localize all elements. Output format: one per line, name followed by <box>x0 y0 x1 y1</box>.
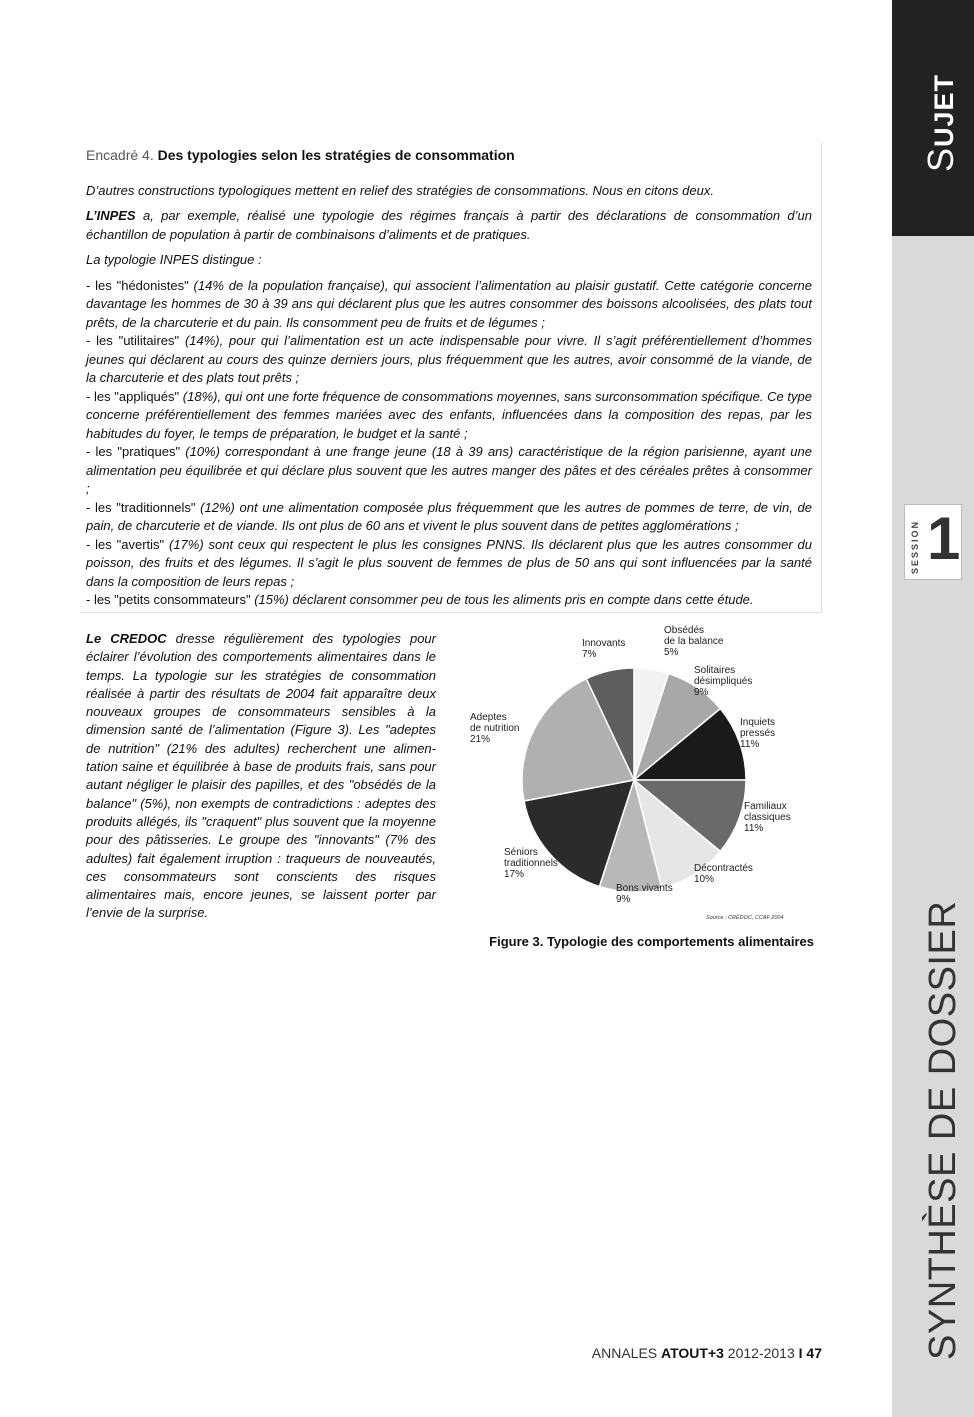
section-label-synthese: SYNTHÈSE DE DOSSIER <box>922 900 964 1360</box>
slice-label: Inquiets <box>740 717 776 728</box>
slice-label: Décontractés <box>694 863 753 874</box>
slice-label: classiques <box>744 812 791 823</box>
slice-label: traditionnels <box>504 858 558 869</box>
session-number: 1 <box>927 505 961 572</box>
encadre-box <box>86 146 812 610</box>
slice-label: Adeptes <box>470 712 507 723</box>
slice-label: Obsédés <box>664 625 705 636</box>
pie-figure <box>464 615 822 955</box>
slice-value-label: 17% <box>504 869 525 880</box>
pie-chart <box>464 615 822 935</box>
slice-value-label: 7% <box>582 649 597 660</box>
slice-label: Bons vivants <box>616 883 673 894</box>
slice-value-label: 9% <box>694 687 709 698</box>
list-item: - les "hédonistes" (14% de la population française), qui associent l’alimentation au plaisir gustatif. Cette catégorie concerne davantage les hommes de 30 à 39 ans qui déclarent plus que les autres consommer des boissons alcoolisées, des plats tout prêts, de la charcuterie et du pain. Ils consomment peu de fruits et de légumes ; <box>86 277 813 330</box>
credoc-paragraph: Le CREDOC dresse régulièrement des typologies pour éclairer l’évolution des comportements alimentaires dans le temps. La typologie sur les stratégies de consommation réalisée à partir des résultats de 2004 fait apparaître deux nouveaux groupes de consommateurs sensibles à la dimension santé de l’alimentation (Figure 3). Les "adeptes de nutrition" (21% des adultes) recherchent une alimen-tation saine et équilibrée à base de produits frais, sans pour autant négliger le plaisir des papilles, et des "obsédés de la balance" (5%), non exempts de contradictions : adeptes des produits allégés, ils "craquent" plus souvent que la moyenne pour des pâtisseries. Le groupe des "innovants" (7% des adultes) fait également irruption : traqueurs de nouveautés, ces consommateurs sont conscients des risques alimentaires mais, encore jeunes, se laissent porter par l’envie de la surprise. <box>86 631 436 921</box>
box-inpes: L’INPES a, par exemple, réalisé une typologie des régimes français à partir des déclarations de consommation d’un échantillon de population à partir de combinaisons d’aliments et de pratiques. <box>86 208 812 242</box>
slice-label: pressés <box>740 728 776 739</box>
box-intro: D’autres constructions typologiques mettent en relief des stratégies de consommations. Nous en citons deux. <box>86 182 714 198</box>
slice-value-label: 9% <box>616 894 631 905</box>
list-item: - les "appliqués" (18%), qui ont une forte fréquence de consommations moyennes, sans surconsommation spécifique. Ce type concerne préférentiellement des femmes mariées avec des enfants, influencées dans la composition des repas, par les habitudes du foyer, le temps de préparation, le budget et la santé ; <box>86 388 812 441</box>
box-title: Encadré 4. Des typologies selon les stratégies de consommation <box>86 147 515 163</box>
slice-value-label: 11% <box>740 739 760 750</box>
list-item: - les "petits consommateurs" (15%) déclarent consommer peu de tous les aliments pris en compte dans cette étude. <box>86 592 754 607</box>
slice-value-label: 11% <box>744 823 764 834</box>
section-label-sujet: SUJET <box>920 73 961 172</box>
list-item: - les "utilitaires" (14%), pour qui l’alimentation est un acte indispensable pour vivre. Il s’agit préférentiellement d’hommes jeunes qui déclarent au cours des quinze derniers jours, plus fréquemment que les autres, avoir consommé de la viande, de la charcuterie et des plats tout prêts ; <box>86 333 812 385</box>
page-footer: ANNALES ATOUT+3 2012-2013 I 47 <box>591 1345 822 1361</box>
list-item: - les "avertis" (17%) sont ceux qui respectent le plus les consignes PNNS. Ils déclarent plus que les autres consommer du poisson, des fruits et des légumes. Il s’agit le plus souvent de femmes de plus de 50 ans qui sont influencées par la santé dans la composition de leurs repas ; <box>86 536 812 589</box>
chart-source: Source : CRÉDOC, CCAF 2004 <box>706 915 784 921</box>
list-item: - les "pratiques" (10%) correspondant à une frange jeune (18 à 39 ans) caractéristique de la région parisienne, ayant une alimentation peu équilibrée et qui déclare plus souvent que les autres manger des pâtes et des céréales prêtes à consommer ; <box>86 444 812 496</box>
slice-label: Innovants <box>582 638 626 649</box>
figure-caption: Figure 3. Typologie des comportements alimentaires <box>489 934 814 949</box>
box-distingue: La typologie INPES distingue : <box>86 252 262 267</box>
list-item: - les "traditionnels" (12%) ont une alimentation composée plus fréquemment que les autres de pommes de terre, de vin, de pain, de charcuterie et de viande. Ils ont plus de 60 ans et vivent le plus souvent dans de petites agglomérations ; <box>86 499 812 533</box>
slice-label: Solitaires <box>694 665 736 676</box>
slice-label: de la balance <box>664 636 724 647</box>
session-label: SESSION <box>910 519 920 574</box>
slice-value-label: 10% <box>694 874 715 885</box>
slice-value-label: 21% <box>470 734 491 745</box>
slice-label: Familiaux <box>744 801 787 812</box>
slice-label: de nutrition <box>470 723 520 734</box>
slice-label: Séniors <box>504 847 538 858</box>
slice-value-label: 5% <box>664 647 679 658</box>
slice-label: désimpliqués <box>694 676 753 687</box>
